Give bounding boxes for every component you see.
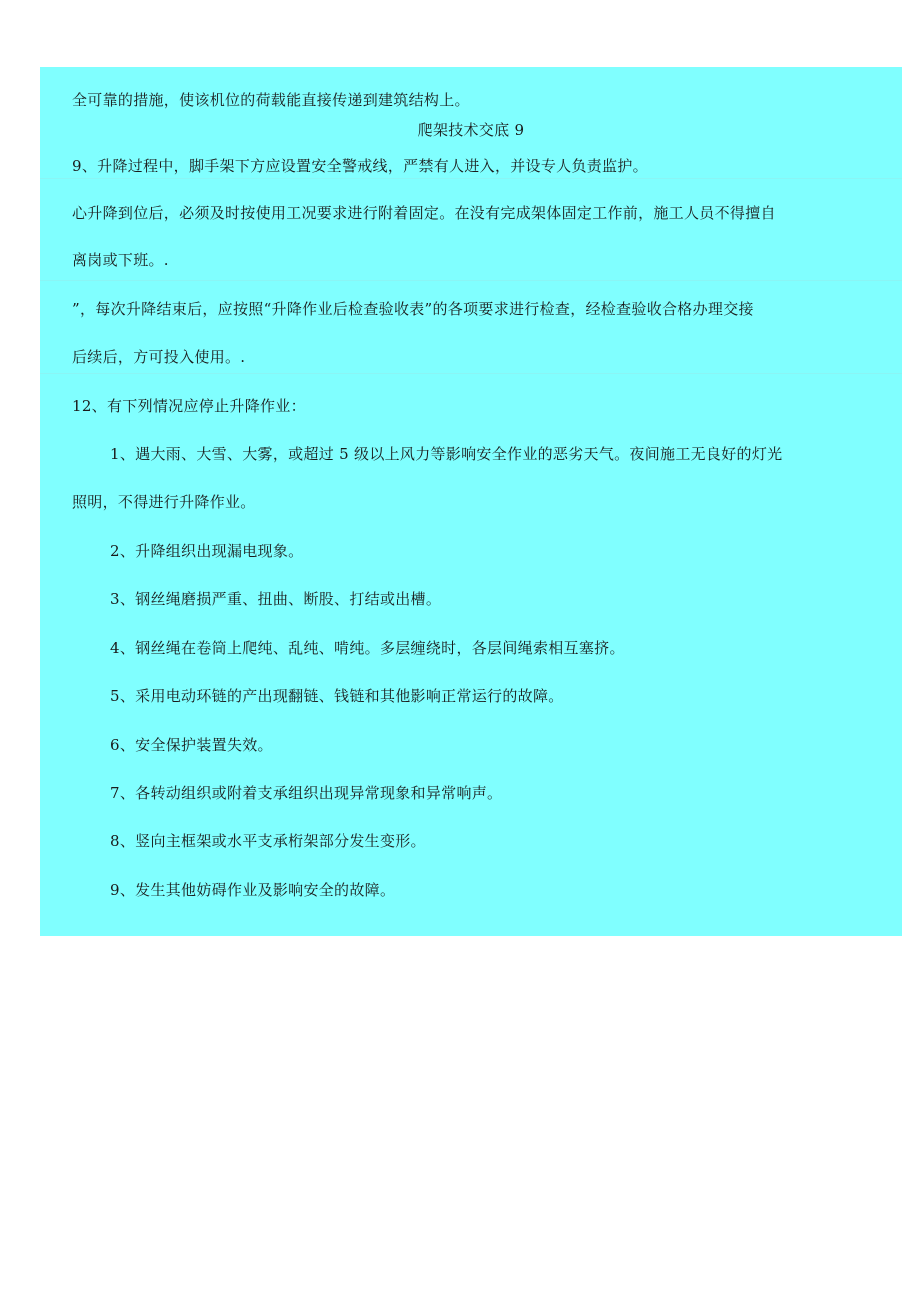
document-page — [40, 67, 902, 936]
list-item: 8、竖向主框架或水平支承桁架部分发生变形。 — [110, 832, 426, 850]
list-item: 1、遇大雨、大雪、大雾，或超过 5 级以上风力等影响安全作业的恶劣天气。夜间施工无良好的灯光 — [110, 445, 783, 463]
list-item: 4、钢丝绳在卷筒上爬纯、乱纯、啃纯。多层缠绕时，各层间绳索相互塞挤。 — [110, 639, 625, 657]
list-item: 6、安全保护装置失效。 — [110, 736, 273, 754]
list-item-continuation: 照明，不得进行升降作业。 — [72, 493, 256, 511]
text-line: 离岗或下班。. — [72, 251, 169, 269]
text-line: ”，每次升降结束后，应按照“升降作业后检查验收表”的各项要求进行检查，经检查验收合格办理交接 — [72, 300, 754, 318]
text-line: 心升降到位后，必须及时按使用工况要求进行附着固定。在没有完成架体固定工作前，施工人员不得擅自 — [72, 204, 776, 222]
section-divider — [40, 178, 902, 179]
text-line: 12、有下列情况应停止升降作业： — [72, 397, 306, 415]
list-item: 9、发生其他妨碍作业及影响安全的故障。 — [110, 881, 396, 899]
section-heading: 爬架技术交底 9 — [417, 121, 525, 139]
list-item: 3、钢丝绳磨损严重、扭曲、断股、打结或出槽。 — [110, 590, 442, 608]
text-line: 9、升降过程中，脚手架下方应设置安全警戒线，严禁有人进入，并设专人负责监护。 — [72, 157, 648, 175]
section-divider — [40, 373, 902, 374]
section-divider — [40, 280, 902, 281]
list-item: 5、采用电动环链的产出现翻链、钱链和其他影响正常运行的故障。 — [110, 687, 564, 705]
text-line: 全可靠的措施，使该机位的荷载能直接传递到建筑结构上。 — [72, 91, 470, 109]
text-line: 后续后，方可投入使用。. — [72, 348, 246, 366]
list-item: 2、升降组织出现漏电现象。 — [110, 542, 304, 560]
list-item: 7、各转动组织或附着支承组织出现异常现象和异常响声。 — [110, 784, 503, 802]
